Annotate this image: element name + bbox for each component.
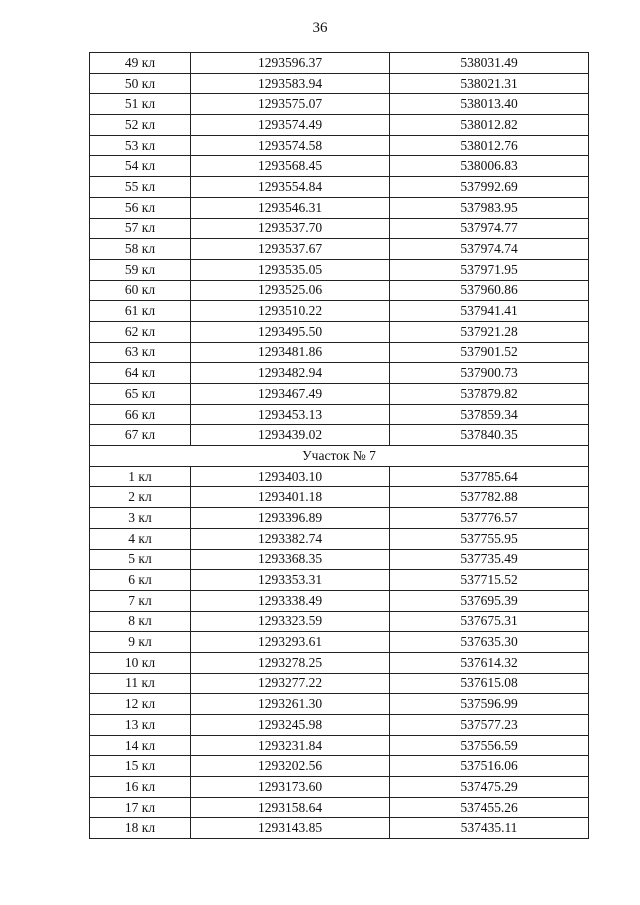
x-coordinate-cell: 1293568.45: [191, 156, 390, 177]
table-row: [90, 466, 589, 487]
table-row: [90, 94, 589, 115]
coordinates-table: [89, 52, 589, 839]
table-row: [90, 590, 589, 611]
table-row: [90, 777, 589, 798]
y-coordinate-cell: 537516.06: [390, 756, 589, 777]
y-coordinate-cell: 538012.76: [390, 135, 589, 156]
x-coordinate-cell: 1293453.13: [191, 404, 390, 425]
point-cell: 7 кл: [90, 590, 191, 611]
table-row: [90, 735, 589, 756]
y-coordinate-cell: 537859.34: [390, 404, 589, 425]
point-cell: 16 кл: [90, 777, 191, 798]
table-row: [90, 197, 589, 218]
y-coordinate-cell: 538012.82: [390, 115, 589, 136]
x-coordinate-cell: 1293143.85: [191, 818, 390, 839]
x-coordinate-cell: 1293546.31: [191, 197, 390, 218]
x-coordinate-cell: 1293245.98: [191, 715, 390, 736]
y-coordinate-cell: 538031.49: [390, 53, 589, 74]
y-coordinate-cell: 537921.28: [390, 321, 589, 342]
point-cell: 62 кл: [90, 321, 191, 342]
point-cell: 3 кл: [90, 508, 191, 529]
point-cell: 14 кл: [90, 735, 191, 756]
table-row: [90, 632, 589, 653]
y-coordinate-cell: 537974.77: [390, 218, 589, 239]
point-cell: 13 кл: [90, 715, 191, 736]
x-coordinate-cell: 1293575.07: [191, 94, 390, 115]
y-coordinate-cell: 537755.95: [390, 528, 589, 549]
point-cell: 59 кл: [90, 259, 191, 280]
x-coordinate-cell: 1293338.49: [191, 590, 390, 611]
table-row: [90, 425, 589, 446]
x-coordinate-cell: 1293202.56: [191, 756, 390, 777]
x-coordinate-cell: 1293574.49: [191, 115, 390, 136]
point-cell: 11 кл: [90, 673, 191, 694]
point-cell: 8 кл: [90, 611, 191, 632]
table-row: [90, 756, 589, 777]
point-cell: 15 кл: [90, 756, 191, 777]
table-row: [90, 611, 589, 632]
point-cell: 53 кл: [90, 135, 191, 156]
y-coordinate-cell: 537971.95: [390, 259, 589, 280]
x-coordinate-cell: 1293537.67: [191, 239, 390, 260]
point-cell: 64 кл: [90, 363, 191, 384]
y-coordinate-cell: 537941.41: [390, 301, 589, 322]
point-cell: 18 кл: [90, 818, 191, 839]
point-cell: 6 кл: [90, 570, 191, 591]
x-coordinate-cell: 1293231.84: [191, 735, 390, 756]
point-cell: 63 кл: [90, 342, 191, 363]
point-cell: 67 кл: [90, 425, 191, 446]
x-coordinate-cell: 1293481.86: [191, 342, 390, 363]
x-coordinate-cell: 1293396.89: [191, 508, 390, 529]
table-row: [90, 673, 589, 694]
x-coordinate-cell: 1293277.22: [191, 673, 390, 694]
point-cell: 52 кл: [90, 115, 191, 136]
table-row: [90, 797, 589, 818]
table-row: [90, 363, 589, 384]
table-row: [90, 301, 589, 322]
table-row: [90, 487, 589, 508]
point-cell: 4 кл: [90, 528, 191, 549]
y-coordinate-cell: 537735.49: [390, 549, 589, 570]
y-coordinate-cell: 538013.40: [390, 94, 589, 115]
y-coordinate-cell: 538021.31: [390, 73, 589, 94]
point-cell: 1 кл: [90, 466, 191, 487]
y-coordinate-cell: 537556.59: [390, 735, 589, 756]
table-row: [90, 135, 589, 156]
x-coordinate-cell: 1293583.94: [191, 73, 390, 94]
y-coordinate-cell: 537435.11: [390, 818, 589, 839]
section-header: Участок № 7: [90, 446, 589, 467]
y-coordinate-cell: 537992.69: [390, 177, 589, 198]
table-row: [90, 53, 589, 74]
y-coordinate-cell: 537475.29: [390, 777, 589, 798]
table-row: [90, 321, 589, 342]
y-coordinate-cell: 538006.83: [390, 156, 589, 177]
x-coordinate-cell: 1293482.94: [191, 363, 390, 384]
x-coordinate-cell: 1293537.70: [191, 218, 390, 239]
x-coordinate-cell: 1293510.22: [191, 301, 390, 322]
table-row: [90, 694, 589, 715]
point-cell: 60 кл: [90, 280, 191, 301]
point-cell: 49 кл: [90, 53, 191, 74]
y-coordinate-cell: 537840.35: [390, 425, 589, 446]
y-coordinate-cell: 537596.99: [390, 694, 589, 715]
table-row: [90, 239, 589, 260]
table-row: [90, 528, 589, 549]
table-row: [90, 715, 589, 736]
y-coordinate-cell: 537785.64: [390, 466, 589, 487]
y-coordinate-cell: 537776.57: [390, 508, 589, 529]
table-row: [90, 342, 589, 363]
table-row: [90, 280, 589, 301]
table-row: [90, 259, 589, 280]
x-coordinate-cell: 1293293.61: [191, 632, 390, 653]
x-coordinate-cell: 1293467.49: [191, 384, 390, 405]
point-cell: 61 кл: [90, 301, 191, 322]
y-coordinate-cell: 537983.95: [390, 197, 589, 218]
y-coordinate-cell: 537615.08: [390, 673, 589, 694]
x-coordinate-cell: 1293401.18: [191, 487, 390, 508]
point-cell: 5 кл: [90, 549, 191, 570]
x-coordinate-cell: 1293368.35: [191, 549, 390, 570]
x-coordinate-cell: 1293382.74: [191, 528, 390, 549]
table-row: [90, 570, 589, 591]
x-coordinate-cell: 1293403.10: [191, 466, 390, 487]
table-row: [90, 156, 589, 177]
section-header-row: [90, 446, 589, 467]
table-row: [90, 404, 589, 425]
point-cell: 50 кл: [90, 73, 191, 94]
x-coordinate-cell: 1293323.59: [191, 611, 390, 632]
x-coordinate-cell: 1293278.25: [191, 652, 390, 673]
point-cell: 66 кл: [90, 404, 191, 425]
x-coordinate-cell: 1293353.31: [191, 570, 390, 591]
y-coordinate-cell: 537455.26: [390, 797, 589, 818]
y-coordinate-cell: 537614.32: [390, 652, 589, 673]
point-cell: 54 кл: [90, 156, 191, 177]
point-cell: 65 кл: [90, 384, 191, 405]
point-cell: 17 кл: [90, 797, 191, 818]
x-coordinate-cell: 1293173.60: [191, 777, 390, 798]
point-cell: 51 кл: [90, 94, 191, 115]
table-row: [90, 115, 589, 136]
y-coordinate-cell: 537715.52: [390, 570, 589, 591]
point-cell: 12 кл: [90, 694, 191, 715]
x-coordinate-cell: 1293525.06: [191, 280, 390, 301]
table-row: [90, 549, 589, 570]
x-coordinate-cell: 1293535.05: [191, 259, 390, 280]
x-coordinate-cell: 1293554.84: [191, 177, 390, 198]
point-cell: 10 кл: [90, 652, 191, 673]
x-coordinate-cell: 1293261.30: [191, 694, 390, 715]
y-coordinate-cell: 537675.31: [390, 611, 589, 632]
point-cell: 2 кл: [90, 487, 191, 508]
y-coordinate-cell: 537577.23: [390, 715, 589, 736]
y-coordinate-cell: 537695.39: [390, 590, 589, 611]
y-coordinate-cell: 537900.73: [390, 363, 589, 384]
y-coordinate-cell: 537901.52: [390, 342, 589, 363]
x-coordinate-cell: 1293439.02: [191, 425, 390, 446]
table-row: [90, 218, 589, 239]
point-cell: 56 кл: [90, 197, 191, 218]
y-coordinate-cell: 537635.30: [390, 632, 589, 653]
point-cell: 55 кл: [90, 177, 191, 198]
y-coordinate-cell: 537782.88: [390, 487, 589, 508]
page-number: 36: [312, 20, 328, 36]
table-row: [90, 508, 589, 529]
table-row: [90, 177, 589, 198]
point-cell: 57 кл: [90, 218, 191, 239]
x-coordinate-cell: 1293158.64: [191, 797, 390, 818]
x-coordinate-cell: 1293495.50: [191, 321, 390, 342]
table-row: [90, 818, 589, 839]
point-cell: 9 кл: [90, 632, 191, 653]
y-coordinate-cell: 537879.82: [390, 384, 589, 405]
x-coordinate-cell: 1293574.58: [191, 135, 390, 156]
table-row: [90, 384, 589, 405]
table-row: [90, 652, 589, 673]
y-coordinate-cell: 537974.74: [390, 239, 589, 260]
table-row: [90, 73, 589, 94]
y-coordinate-cell: 537960.86: [390, 280, 589, 301]
point-cell: 58 кл: [90, 239, 191, 260]
table-body: [90, 53, 589, 839]
x-coordinate-cell: 1293596.37: [191, 53, 390, 74]
